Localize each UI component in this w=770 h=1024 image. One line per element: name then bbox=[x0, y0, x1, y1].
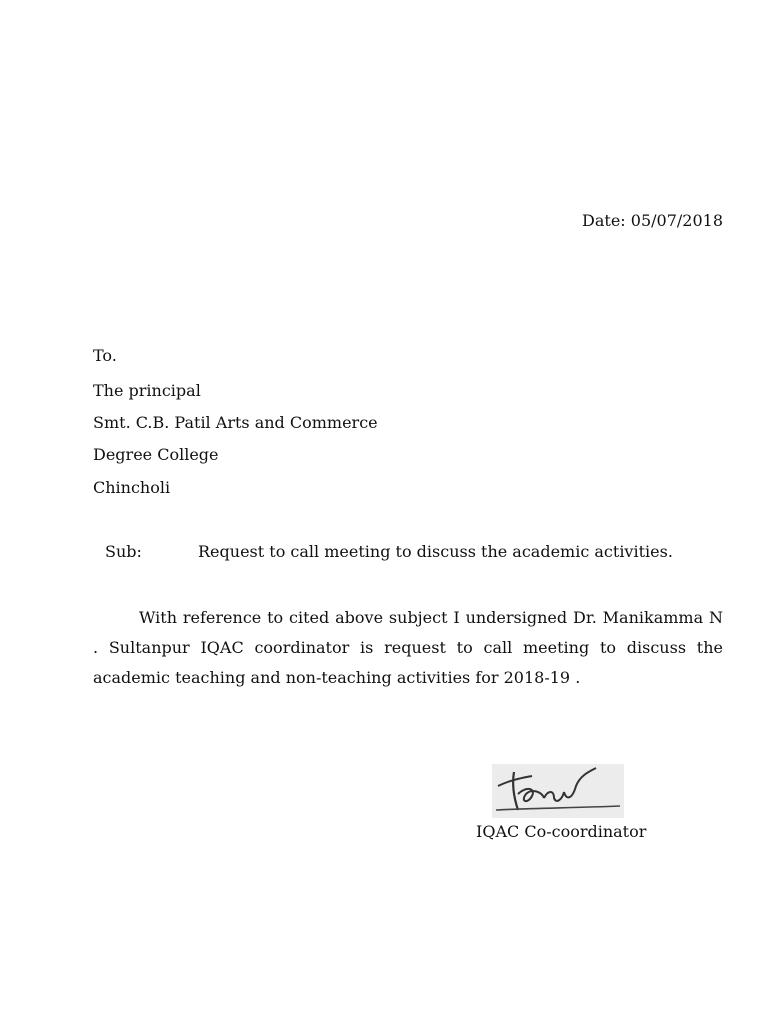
body-paragraph: With reference to cited above subject I undersigned Dr. Manikamma N . Sultanpur IQAC coordinator is request to call meeting to discuss the academic teaching and non-teaching activities for 2018-19 . bbox=[93, 608, 723, 687]
salutation: To. bbox=[93, 346, 117, 365]
letter-date: Date: 05/07/2018 bbox=[582, 211, 723, 230]
signatory-role: IQAC Co-coordinator bbox=[476, 822, 647, 841]
address-line: Smt. C.B. Patil Arts and Commerce bbox=[93, 413, 378, 432]
address-line: Chincholi bbox=[93, 478, 171, 497]
subject-text: Request to call meeting to discuss the academic activities. bbox=[198, 542, 673, 561]
signature-icon bbox=[492, 764, 624, 818]
address-line: The principal bbox=[93, 381, 201, 400]
subject-label: Sub: bbox=[105, 542, 142, 561]
address-line: Degree College bbox=[93, 445, 219, 464]
